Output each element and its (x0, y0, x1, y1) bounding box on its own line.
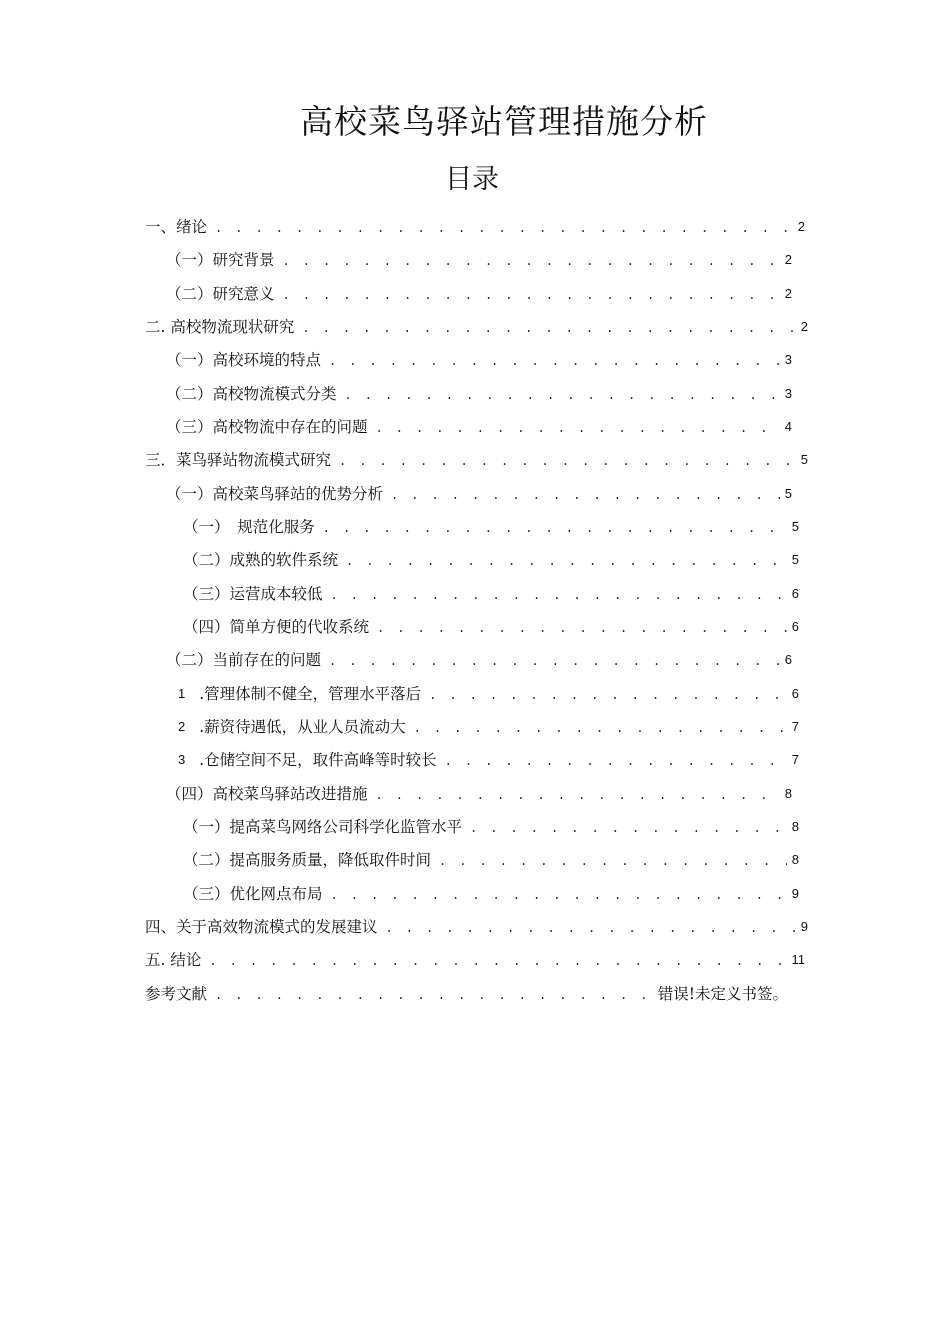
toc-entry-label: 四、关于高效物流模式的发展建议 (145, 918, 378, 936)
toc-leader-dots (338, 550, 787, 572)
toc-entry[interactable] (166, 415, 792, 439)
toc-leader-dots (323, 884, 787, 906)
toc-leader-dots (337, 384, 780, 406)
toc-entry-label: （三）优化网点布局 (183, 885, 323, 903)
toc-entry[interactable] (166, 648, 792, 672)
toc-entry-page: 4 (784, 419, 792, 434)
toc-entry[interactable] (145, 982, 788, 1006)
toc-heading: 目录 (445, 164, 499, 195)
toc-leader-dots (431, 850, 787, 872)
toc-leader-dots (421, 684, 787, 706)
toc-entry-label: （三）运营成本较低 (183, 585, 323, 603)
toc-entry[interactable] (166, 248, 792, 272)
toc-entry[interactable] (166, 482, 792, 506)
toc-leader-dots (207, 217, 793, 239)
toc-entry[interactable] (178, 748, 799, 772)
toc-entry-page: 6 (784, 652, 792, 667)
toc-entry[interactable] (183, 882, 799, 906)
toc-entry[interactable] (178, 715, 799, 739)
toc-leader-dots (462, 817, 787, 839)
toc-entry-page: 2 (784, 252, 792, 267)
toc-entry-label: （二）当前存在的问题 (166, 651, 322, 669)
toc-entry[interactable] (183, 815, 799, 839)
toc-entry-page: 2 (784, 286, 792, 301)
toc-entry-label: （一）提高菜鸟网络公司科学化监管水平 (183, 818, 463, 836)
toc-leader-dots (331, 450, 796, 472)
toc-leader-dots (275, 250, 780, 272)
toc-leader-dots (201, 950, 791, 972)
toc-entry-label: （二）提高服务质量，降低取件时间 (183, 851, 432, 869)
toc-leader-dots (321, 350, 780, 372)
toc-entry-label: .管理体制不健全，管理水平落后 (199, 685, 422, 703)
toc-entry-page: 3 (784, 386, 792, 401)
toc-entry-label: .薪资待遇低，从业人员流动大 (199, 718, 406, 736)
toc-entry-page: 8 (791, 819, 799, 834)
toc-entry-label: 三．菜鸟驿站物流模式研究 (145, 451, 332, 469)
toc-entry-label: .仓储空间不足，取件高峰等时较长 (199, 751, 437, 769)
toc-leader-dots (294, 317, 796, 339)
toc-entry-label: （一） 规范化服务 (183, 518, 315, 536)
toc-entry-page: 8 (791, 852, 799, 867)
toc-entry-label: 参考文献 (145, 985, 208, 1003)
toc-leader-dots (368, 784, 780, 806)
toc-entry-number: 2 (178, 719, 186, 734)
toc-entry-label: （四）高校菜鸟驿站改进措施 (166, 785, 368, 803)
toc-leader-dots (321, 650, 780, 672)
toc-entry-number: 1 (178, 686, 186, 701)
toc-entry-page: 5 (791, 519, 799, 534)
toc-leader-dots (406, 717, 787, 739)
toc-entry[interactable] (178, 682, 799, 706)
toc-entry-page: 2 (797, 219, 805, 234)
toc-entry-page: 9 (800, 919, 808, 934)
toc-leader-dots (437, 750, 787, 772)
toc-leader-dots (368, 417, 780, 439)
toc-entry-page: 7 (791, 719, 799, 734)
toc-entry-page: 7 (791, 752, 799, 767)
toc-entry[interactable] (145, 215, 805, 239)
toc-leader-dots (207, 984, 658, 1006)
toc-entry-page: 3 (784, 352, 792, 367)
toc-entry[interactable] (145, 448, 808, 472)
toc-entry-label: （二）研究意义 (166, 285, 275, 303)
toc-entry-label: （一）高校环境的特点 (166, 351, 322, 369)
toc-entry-page: 6 (791, 619, 799, 634)
toc-entry[interactable] (166, 348, 792, 372)
toc-entry[interactable] (145, 315, 808, 339)
toc-entry[interactable] (166, 382, 792, 406)
toc-entry-page: 8 (784, 786, 792, 801)
toc-entry-page: 11 (791, 952, 805, 967)
toc-entry-label: （二）成熟的软件系统 (183, 551, 339, 569)
toc-entry[interactable] (166, 282, 792, 306)
toc-entry-page: 6 (791, 586, 799, 601)
toc-entry-number: 3 (178, 752, 186, 767)
toc-entry-label: 五. 结论 (145, 951, 202, 969)
toc-leader-dots (275, 284, 780, 306)
toc-entry-page: 5 (800, 452, 808, 467)
toc-entry[interactable] (145, 915, 808, 939)
toc-entry-label: 二. 高校物流现状研究 (145, 318, 295, 336)
toc-entry-label: （一）高校菜鸟驿站的优势分析 (166, 485, 384, 503)
toc-entry-page: 9 (791, 886, 799, 901)
toc-entry-page: 2 (800, 319, 808, 334)
toc-entry-label: （二）高校物流模式分类 (166, 385, 337, 403)
toc-entry[interactable] (183, 848, 799, 872)
toc-entry-label: 一、绪论 (145, 218, 208, 236)
toc-leader-dots (315, 517, 787, 539)
document-title: 高校菜鸟驿站管理措施分析 (300, 102, 708, 141)
toc-entry-page: 6 (791, 686, 799, 701)
toc-entry-label: （一）研究背景 (166, 251, 275, 269)
toc-leader-dots (369, 617, 787, 639)
toc-entry-page: 5 (791, 552, 799, 567)
toc-entry[interactable] (183, 515, 799, 539)
toc-entry-page: 5 (784, 486, 792, 501)
toc-entry[interactable] (183, 615, 799, 639)
toc-entry[interactable] (145, 948, 805, 972)
toc-leader-dots (323, 584, 787, 606)
toc-entry[interactable] (183, 548, 799, 572)
toc-entry-label: （四）简单方便的代收系统 (183, 618, 370, 636)
toc-entry-label: （三）高校物流中存在的问题 (166, 418, 368, 436)
toc-leader-dots (378, 917, 796, 939)
toc-leader-dots (383, 484, 780, 506)
toc-entry[interactable] (183, 582, 799, 606)
toc-entry[interactable] (166, 782, 792, 806)
toc-entry-page: 错误!未定义书签。 (657, 985, 788, 1003)
